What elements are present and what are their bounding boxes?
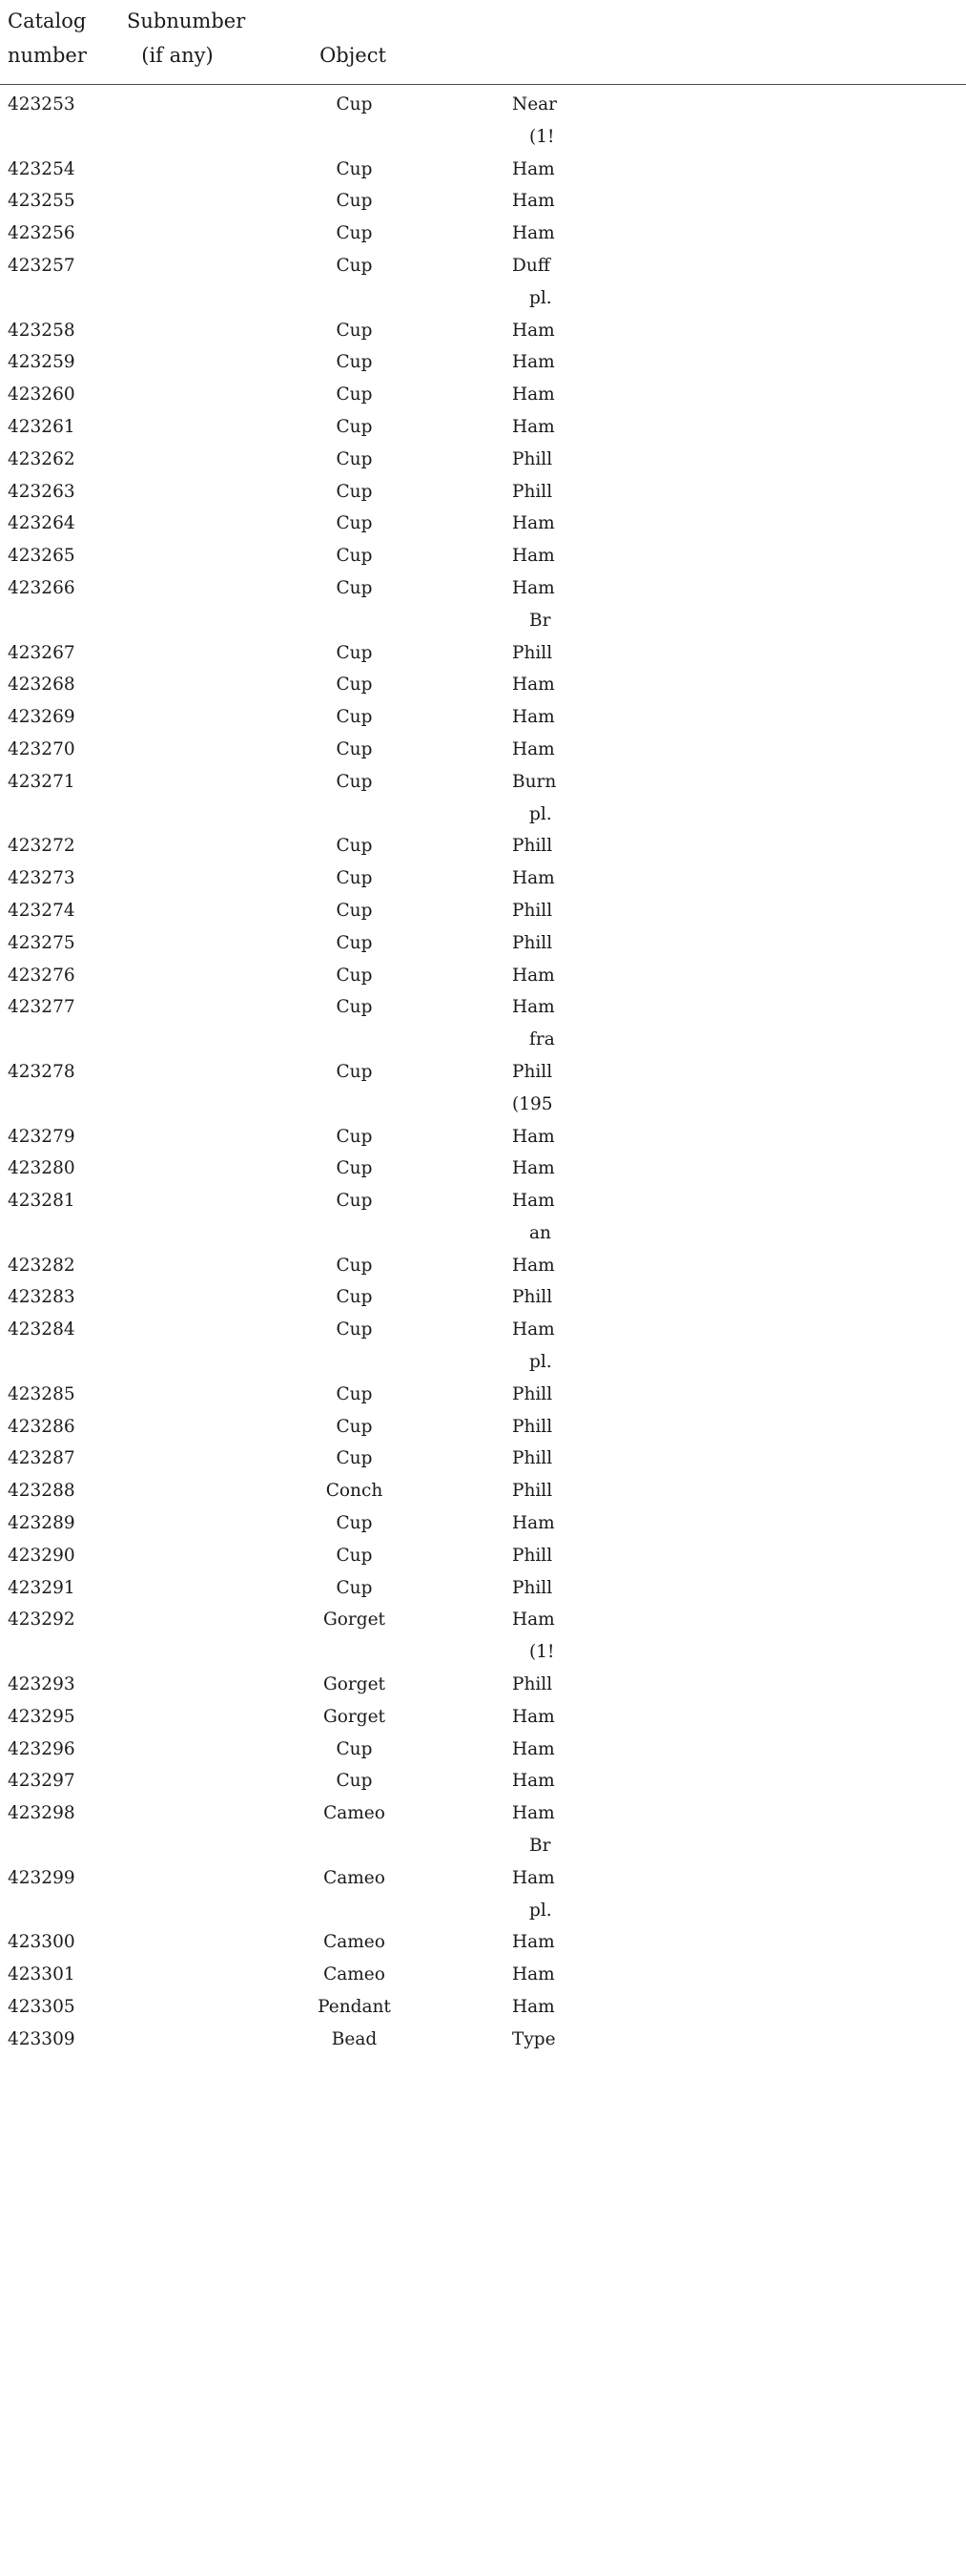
source-line: Ham xyxy=(512,223,555,244)
table-row xyxy=(0,766,966,831)
source-cell xyxy=(512,315,960,347)
source-line: Ham xyxy=(512,577,555,598)
source-line: Phill xyxy=(512,1383,553,1404)
table-row xyxy=(0,991,966,1056)
table-row xyxy=(0,315,966,347)
source-line: Ham xyxy=(512,1803,555,1824)
source-cell xyxy=(512,250,960,315)
catalog-number-cell: 423271 xyxy=(8,771,75,792)
object-cell: Cup xyxy=(336,1416,373,1437)
source-line: Ham xyxy=(512,965,555,986)
table-row xyxy=(0,1926,966,1959)
source-cell xyxy=(512,218,960,250)
table-row xyxy=(0,154,966,186)
table-row xyxy=(0,2024,966,2056)
table-row xyxy=(0,669,966,701)
catalog-number-cell: 423279 xyxy=(8,1126,75,1147)
table-row xyxy=(0,1411,966,1444)
source-cell xyxy=(512,476,960,509)
source-line: Phill xyxy=(512,481,553,502)
table-row xyxy=(0,346,966,379)
table-row xyxy=(0,1572,966,1605)
source-line-continued: fra xyxy=(529,1029,555,1050)
source-cell xyxy=(512,1056,960,1121)
source-cell xyxy=(512,508,960,540)
source-cell xyxy=(512,185,960,218)
catalog-number-cell: 423300 xyxy=(8,1932,75,1953)
table-row xyxy=(0,1153,966,1185)
catalog-number-cell: 423287 xyxy=(8,1448,75,1469)
source-cell xyxy=(512,1669,960,1701)
source-line: Ham xyxy=(512,675,555,696)
table-row xyxy=(0,1056,966,1121)
source-line-continued: (195 xyxy=(512,1093,553,1114)
object-cell: Cameo xyxy=(323,1964,385,1985)
object-cell: Bead xyxy=(331,2028,378,2049)
catalog-number-cell: 423256 xyxy=(8,223,75,244)
source-line: Ham xyxy=(512,1610,555,1631)
source-cell xyxy=(512,1379,960,1411)
object-cell: Cup xyxy=(336,836,373,857)
table-row xyxy=(0,862,966,895)
source-cell xyxy=(512,1121,960,1153)
source-cell xyxy=(512,2024,960,2056)
table-row xyxy=(0,1765,966,1797)
object-cell: Gorget xyxy=(323,1674,385,1695)
source-line: Phill xyxy=(512,1287,553,1308)
catalog-number-cell: 423269 xyxy=(8,707,75,728)
source-line: Ham xyxy=(512,738,555,759)
table-row xyxy=(0,1443,966,1475)
source-line: Near xyxy=(512,94,558,114)
object-cell: Conch xyxy=(325,1481,383,1502)
table-row xyxy=(0,1991,966,2024)
source-cell xyxy=(512,734,960,766)
catalog-number-cell: 423263 xyxy=(8,481,75,502)
table-row xyxy=(0,1314,966,1379)
object-cell: Cup xyxy=(336,1383,373,1404)
object-cell: Pendant xyxy=(318,1997,391,2018)
source-line: Ham xyxy=(512,707,555,728)
object-cell: Cup xyxy=(336,448,373,469)
table-row xyxy=(0,701,966,734)
source-cell xyxy=(512,444,960,476)
object-cell: Cameo xyxy=(323,1867,385,1888)
source-line: Ham xyxy=(512,352,555,373)
object-cell: Cup xyxy=(336,546,373,567)
object-cell: Cup xyxy=(336,900,373,921)
source-line: Type xyxy=(512,2028,556,2049)
source-cell xyxy=(512,830,960,862)
object-cell: Cup xyxy=(336,384,373,405)
header-subnumber-line2: (if any) xyxy=(141,44,214,67)
source-cell xyxy=(512,154,960,186)
source-cell xyxy=(512,766,960,831)
table-row xyxy=(0,540,966,572)
table-row xyxy=(0,1250,966,1282)
source-cell xyxy=(512,960,960,992)
source-cell xyxy=(512,411,960,444)
source-line: Phill xyxy=(512,642,553,663)
header-catalog-line2: number xyxy=(8,44,87,67)
source-line: Ham xyxy=(512,1319,555,1340)
source-line: Phill xyxy=(512,1545,553,1566)
catalog-number-cell: 423305 xyxy=(8,1997,75,2018)
table-row xyxy=(0,185,966,218)
source-line-continued: an xyxy=(529,1222,551,1243)
table-row xyxy=(0,1281,966,1314)
source-cell xyxy=(512,1540,960,1572)
source-line: Ham xyxy=(512,384,555,405)
catalog-number-cell: 423298 xyxy=(8,1803,75,1824)
object-cell: Cup xyxy=(336,1738,373,1759)
catalog-number-cell: 423257 xyxy=(8,255,75,276)
source-line: Ham xyxy=(512,191,555,212)
source-cell xyxy=(512,991,960,1056)
table-row xyxy=(0,218,966,250)
header-rule xyxy=(0,84,966,85)
source-cell xyxy=(512,89,960,154)
object-cell: Cup xyxy=(336,997,373,1018)
source-line-continued: Br xyxy=(529,610,551,631)
source-line: Phill xyxy=(512,932,553,953)
header-object: Object xyxy=(319,44,386,67)
catalog-number-cell: 423309 xyxy=(8,2028,75,2049)
source-line-continued: pl. xyxy=(529,1352,552,1373)
source-line: Ham xyxy=(512,320,555,341)
object-cell: Cup xyxy=(336,513,373,534)
catalog-number-cell: 423276 xyxy=(8,965,75,986)
catalog-number-cell: 423272 xyxy=(8,836,75,857)
source-cell xyxy=(512,1153,960,1185)
catalog-number-cell: 423260 xyxy=(8,384,75,405)
object-cell: Cup xyxy=(336,191,373,212)
object-cell: Cup xyxy=(336,738,373,759)
object-cell: Cup xyxy=(336,1191,373,1212)
header-subnumber-line1: Subnumber xyxy=(127,10,246,32)
catalog-number-cell: 423253 xyxy=(8,94,75,114)
source-line: Ham xyxy=(512,1255,555,1276)
source-cell xyxy=(512,1862,960,1927)
table-row xyxy=(0,734,966,766)
table-row xyxy=(0,250,966,315)
source-line: Duff xyxy=(512,255,550,276)
table-row xyxy=(0,1121,966,1153)
source-cell xyxy=(512,669,960,701)
source-line: Ham xyxy=(512,1158,555,1179)
catalog-number-cell: 423273 xyxy=(8,868,75,889)
catalog-number-cell: 423266 xyxy=(8,577,75,598)
object-cell: Cup xyxy=(336,255,373,276)
object-cell: Cup xyxy=(336,1061,373,1082)
source-line: Ham xyxy=(512,1191,555,1212)
source-line: Ham xyxy=(512,416,555,437)
catalog-number-cell: 423288 xyxy=(8,1481,75,1502)
catalog-number-cell: 423292 xyxy=(8,1610,75,1631)
object-cell: Cup xyxy=(336,932,373,953)
table-row xyxy=(0,411,966,444)
header-catalog-number xyxy=(8,4,87,73)
source-cell xyxy=(512,1701,960,1734)
header-catalog-line1: Catalog xyxy=(8,10,87,32)
catalog-number-cell: 423285 xyxy=(8,1383,75,1404)
catalog-number-cell: 423283 xyxy=(8,1287,75,1308)
table-row xyxy=(0,1185,966,1250)
object-cell: Cup xyxy=(336,1126,373,1147)
source-line-continued: (1! xyxy=(529,126,555,147)
object-cell: Cup xyxy=(336,94,373,114)
source-line-continued: pl. xyxy=(529,287,552,308)
object-cell: Cup xyxy=(336,965,373,986)
table-header xyxy=(0,0,966,84)
source-cell xyxy=(512,1314,960,1379)
source-cell xyxy=(512,1250,960,1282)
object-cell: Cup xyxy=(336,158,373,179)
table-row xyxy=(0,476,966,509)
source-line: Ham xyxy=(512,1867,555,1888)
source-line: Phill xyxy=(512,900,553,921)
table-row xyxy=(0,1701,966,1734)
object-cell: Cup xyxy=(336,642,373,663)
source-cell xyxy=(512,1926,960,1959)
catalog-number-cell: 423286 xyxy=(8,1416,75,1437)
object-cell: Cup xyxy=(336,675,373,696)
catalog-number-cell: 423281 xyxy=(8,1191,75,1212)
catalog-number-cell: 423284 xyxy=(8,1319,75,1340)
catalog-number-cell: 423290 xyxy=(8,1545,75,1566)
catalog-number-cell: 423278 xyxy=(8,1061,75,1082)
source-line: Ham xyxy=(512,1964,555,1985)
catalog-number-cell: 423268 xyxy=(8,675,75,696)
source-line: Ham xyxy=(512,546,555,567)
object-cell: Cup xyxy=(336,1771,373,1792)
source-line: Phill xyxy=(512,1577,553,1598)
source-cell xyxy=(512,1734,960,1766)
source-line: Phill xyxy=(512,1448,553,1469)
catalog-number-cell: 423270 xyxy=(8,738,75,759)
source-cell xyxy=(512,1959,960,1991)
table-row xyxy=(0,572,966,637)
source-line: Burn xyxy=(512,771,557,792)
source-line: Ham xyxy=(512,1997,555,2018)
table-row xyxy=(0,1959,966,1991)
source-cell xyxy=(512,1991,960,2024)
catalog-number-cell: 423262 xyxy=(8,448,75,469)
source-cell xyxy=(512,701,960,734)
source-line: Phill xyxy=(512,448,553,469)
source-line: Ham xyxy=(512,997,555,1018)
source-line: Phill xyxy=(512,836,553,857)
object-cell: Cup xyxy=(336,1158,373,1179)
source-cell xyxy=(512,1281,960,1314)
catalog-number-cell: 423265 xyxy=(8,546,75,567)
source-line: Phill xyxy=(512,1674,553,1695)
source-cell xyxy=(512,346,960,379)
source-cell xyxy=(512,1572,960,1605)
source-line: Phill xyxy=(512,1061,553,1082)
catalog-number-cell: 423267 xyxy=(8,642,75,663)
object-cell: Cup xyxy=(336,1319,373,1340)
object-cell: Gorget xyxy=(323,1706,385,1727)
object-cell: Cameo xyxy=(323,1803,385,1824)
catalog-number-cell: 423277 xyxy=(8,997,75,1018)
table-row xyxy=(0,1507,966,1540)
catalog-number-cell: 423280 xyxy=(8,1158,75,1179)
object-cell: Cup xyxy=(336,352,373,373)
table-row xyxy=(0,444,966,476)
catalog-number-cell: 423261 xyxy=(8,416,75,437)
catalog-number-cell: 423274 xyxy=(8,900,75,921)
catalog-number-cell: 423275 xyxy=(8,932,75,953)
catalog-number-cell: 423297 xyxy=(8,1771,75,1792)
object-cell: Cameo xyxy=(323,1932,385,1953)
table-row xyxy=(0,1540,966,1572)
object-cell: Cup xyxy=(336,1577,373,1598)
table-row xyxy=(0,1734,966,1766)
source-line: Ham xyxy=(512,1126,555,1147)
table-row xyxy=(0,1379,966,1411)
catalog-number-cell: 423299 xyxy=(8,1867,75,1888)
source-cell xyxy=(512,1604,960,1669)
source-line: Phill xyxy=(512,1416,553,1437)
object-cell: Cup xyxy=(336,416,373,437)
source-line: Ham xyxy=(512,158,555,179)
catalog-number-cell: 423254 xyxy=(8,158,75,179)
source-line: Ham xyxy=(512,1738,555,1759)
object-cell: Cup xyxy=(336,577,373,598)
source-cell xyxy=(512,1475,960,1507)
source-line-continued: pl. xyxy=(529,803,552,824)
object-cell: Cup xyxy=(336,1255,373,1276)
catalog-number-cell: 423291 xyxy=(8,1577,75,1598)
object-cell: Cup xyxy=(336,707,373,728)
table-row xyxy=(0,1475,966,1507)
table-body xyxy=(0,89,966,2056)
object-cell: Cup xyxy=(336,223,373,244)
source-line: Ham xyxy=(512,868,555,889)
catalog-number-cell: 423258 xyxy=(8,320,75,341)
source-cell xyxy=(512,379,960,411)
catalog-number-cell: 423293 xyxy=(8,1674,75,1695)
table-row xyxy=(0,895,966,927)
source-line-continued: (1! xyxy=(529,1642,555,1663)
object-cell: Cup xyxy=(336,1545,373,1566)
source-line: Ham xyxy=(512,513,555,534)
header-subnumber xyxy=(127,4,246,73)
source-cell xyxy=(512,540,960,572)
object-cell: Cup xyxy=(336,1287,373,1308)
object-cell: Cup xyxy=(336,481,373,502)
catalog-number-cell: 423282 xyxy=(8,1255,75,1276)
source-cell xyxy=(512,1507,960,1540)
source-line: Phill xyxy=(512,1481,553,1502)
object-cell: Gorget xyxy=(323,1610,385,1631)
table-row xyxy=(0,637,966,670)
table-row xyxy=(0,1604,966,1669)
source-line: Ham xyxy=(512,1771,555,1792)
table-row xyxy=(0,508,966,540)
source-cell xyxy=(512,1443,960,1475)
source-cell xyxy=(512,1411,960,1444)
object-cell: Cup xyxy=(336,771,373,792)
source-cell xyxy=(512,862,960,895)
object-cell: Cup xyxy=(336,1513,373,1534)
table-row xyxy=(0,1669,966,1701)
table-row xyxy=(0,830,966,862)
object-cell: Cup xyxy=(336,320,373,341)
source-line: Ham xyxy=(512,1932,555,1953)
table-row xyxy=(0,379,966,411)
object-cell: Cup xyxy=(336,1448,373,1469)
source-cell xyxy=(512,895,960,927)
table-row xyxy=(0,89,966,154)
source-line-continued: pl. xyxy=(529,1900,552,1921)
table-row xyxy=(0,1862,966,1927)
catalog-number-cell: 423264 xyxy=(8,513,75,534)
catalog-number-cell: 423255 xyxy=(8,191,75,212)
source-cell xyxy=(512,1185,960,1250)
object-cell: Cup xyxy=(336,868,373,889)
source-line: Ham xyxy=(512,1706,555,1727)
catalog-number-cell: 423289 xyxy=(8,1513,75,1534)
source-cell xyxy=(512,572,960,637)
table-row xyxy=(0,927,966,960)
catalog-number-cell: 423296 xyxy=(8,1738,75,1759)
table-row xyxy=(0,1797,966,1862)
catalog-number-cell: 423259 xyxy=(8,352,75,373)
source-line-continued: Br xyxy=(529,1836,551,1857)
table-row xyxy=(0,960,966,992)
source-cell xyxy=(512,1797,960,1862)
catalog-number-cell: 423301 xyxy=(8,1964,75,1985)
catalog-number-cell: 423295 xyxy=(8,1706,75,1727)
source-line: Ham xyxy=(512,1513,555,1534)
source-cell xyxy=(512,1765,960,1797)
source-cell xyxy=(512,637,960,670)
source-cell xyxy=(512,927,960,960)
